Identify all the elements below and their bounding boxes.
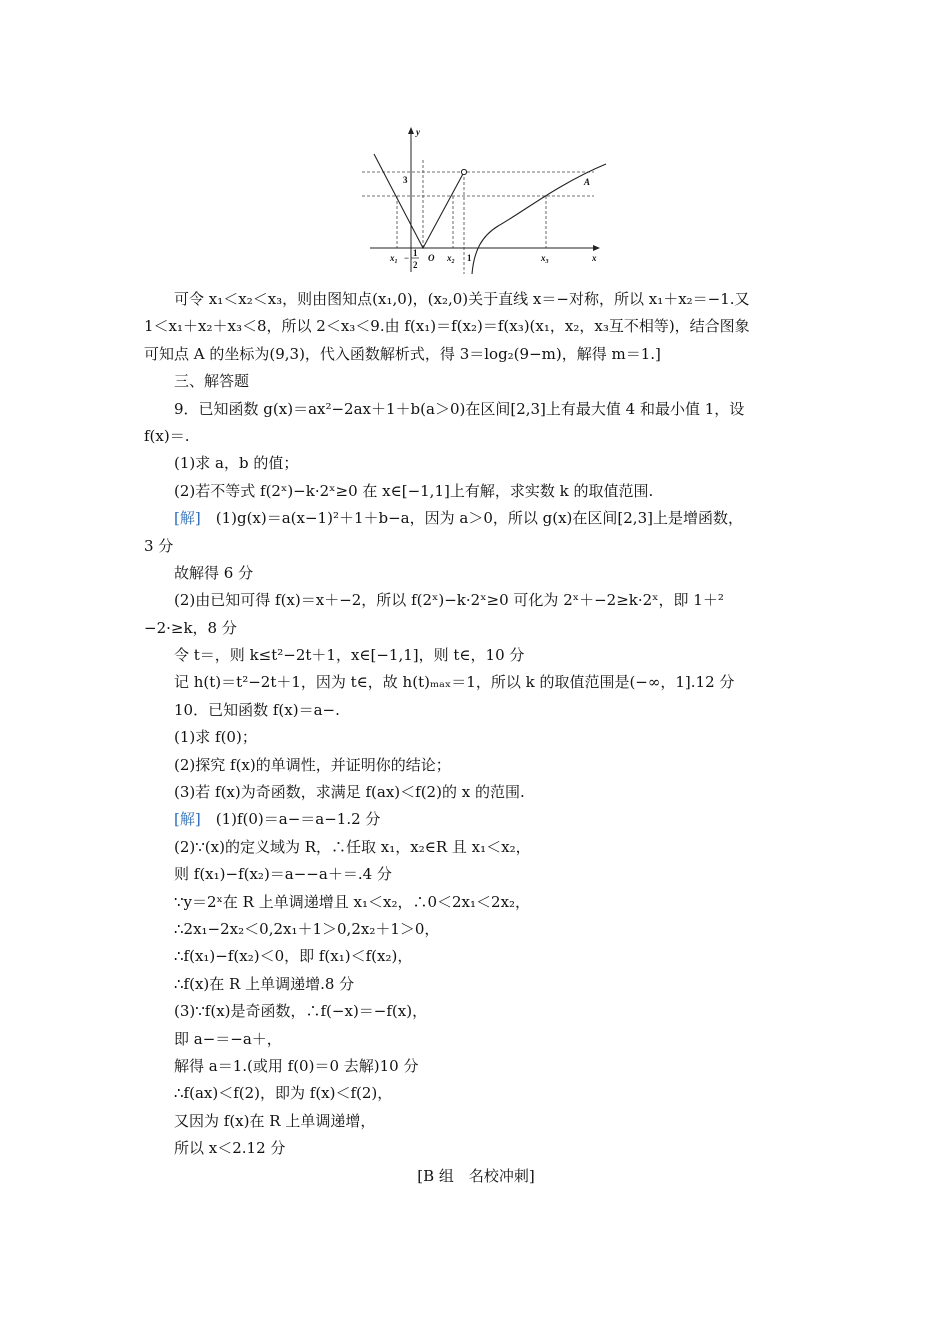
- x-axis-label: x: [592, 253, 597, 263]
- line-text: (1)f(0)＝a−＝a−1.2 分: [200, 810, 381, 829]
- function-graph: [358, 124, 610, 274]
- text-line: [144, 313, 808, 340]
- line-text: 所以 x＜2.12 分: [174, 1139, 286, 1158]
- line-text: 1＜x₁＋x₂＋x₃＜8，所以 2＜x₃＜9.由 f(x₁)＝f(x₂)＝f(x₃)(x₁，x₂，x₃互不相等)，结合图象: [144, 317, 750, 336]
- line-text: ∴f(x)在 R 上单调递增.8 分: [174, 974, 355, 993]
- text-line: [144, 724, 808, 751]
- line-text: (2)由已知可得 f(x)＝x＋−2，所以 f(2ˣ)−k·2ˣ≥0 可化为 2ˣ＋−2≥k·2ˣ，即 1＋²: [174, 591, 724, 610]
- text-line: [144, 998, 808, 1025]
- solution-tag: [解]: [174, 509, 201, 528]
- label-point-a: A: [584, 177, 591, 187]
- label-x2: $x_2$: [447, 253, 455, 265]
- text-line: [144, 916, 808, 943]
- line-text: (3)∵f(x)是奇函数，∴f(−x)＝−f(x)，: [174, 1002, 428, 1021]
- section-heading: [144, 1163, 808, 1190]
- y-axis-arrow: [408, 127, 414, 134]
- text-line: [144, 423, 808, 450]
- text-line: [144, 642, 808, 669]
- text-line: [144, 368, 808, 395]
- text-line: [144, 779, 808, 806]
- text-line: [144, 669, 808, 696]
- text-line: [144, 587, 808, 614]
- line-text: (2)∵(x)的定义域为 R，∴任取 x₁，x₂∈R 且 x₁＜x₂，: [174, 837, 531, 856]
- text-line: [144, 806, 808, 833]
- line-text: f(x)＝.: [144, 426, 190, 445]
- text-line: [144, 1108, 808, 1135]
- text-line: [144, 615, 808, 642]
- text-line: [144, 560, 808, 587]
- text-line: [144, 697, 808, 724]
- line-text: ∴f(ax)＜f(2)，即为 f(x)＜f(2)，: [174, 1084, 393, 1103]
- line-text: 9．已知函数 g(x)＝ax²−2ax＋1＋b(a＞0)在区间[2,3]上有最大值 4 和最小值 1，设: [174, 399, 745, 418]
- y-axis-label: y: [416, 127, 420, 137]
- text-line: [144, 478, 808, 505]
- function-graph-figure: [358, 124, 610, 274]
- line-text: 则 f(x₁)−f(x₂)＝a−−a＋＝.4 分: [174, 865, 392, 884]
- text-line: [144, 1135, 808, 1162]
- text-line: [144, 341, 808, 368]
- label-half-denominator: 2: [413, 260, 418, 270]
- line-text: (2)若不等式 f(2ˣ)−k·2ˣ≥0 在 x∈[−1,1]上有解，求实数 k 的取值范围.: [174, 481, 654, 500]
- text-line: [144, 450, 808, 477]
- line-text: 三、解答题: [174, 372, 250, 391]
- text-line: [144, 1053, 808, 1080]
- line-text: (1)g(x)＝a(x−1)²＋1＋b−a，因为 a＞0，所以 g(x)在区间[2,3]上是增函数，: [200, 509, 743, 528]
- label-x3: $x_3$: [541, 253, 549, 265]
- line-text: 可令 x₁＜x₂＜x₃，则由图知点(x₁,0)，(x₂,0)关于直线 x＝−对称，所以 x₁＋x₂＝−1.又: [174, 290, 750, 308]
- label-half-numerator: 1: [413, 248, 418, 258]
- line-text: 即 a−＝−a＋，: [174, 1029, 282, 1048]
- line-text: (1)求 f(0)；: [174, 728, 257, 747]
- origin-label: O: [428, 253, 435, 263]
- line-text: ∴2x₁−2x₂＜0,2x₁＋1＞0,2x₂＋1＞0，: [174, 919, 440, 938]
- text-line: [144, 834, 808, 861]
- line-text: 解得 a＝1.(或用 f(0)＝0 去解)10 分: [174, 1056, 419, 1075]
- text-line: [144, 396, 808, 423]
- line-text: (3)若 f(x)为奇函数，求满足 f(ax)＜f(2)的 x 的范围.: [174, 783, 525, 802]
- text-line: [144, 752, 808, 779]
- text-line: [144, 971, 808, 998]
- line-text: 记 h(t)＝t²−2t＋1，因为 t∈，故 h(t)ₘₐₓ＝1，所以 k 的取值范围是(−∞，1].12 分: [174, 673, 735, 692]
- label-one: 1: [467, 253, 472, 263]
- text-line: [144, 533, 808, 560]
- line-text: 又因为 f(x)在 R 上单调递增，: [174, 1111, 376, 1130]
- line-text: 令 t＝，则 k≤t²−2t＋1，x∈[−1,1]，则 t∈，10 分: [174, 646, 525, 665]
- line-text: −2·≥k，8 分: [144, 618, 237, 637]
- line-text: 10．已知函数 f(x)＝a−.: [174, 700, 340, 719]
- text-line: [144, 889, 808, 916]
- text-line: [144, 1026, 808, 1053]
- label-minus-sign: −: [404, 253, 410, 263]
- graph-left-branch: [374, 154, 464, 248]
- line-text: (2)探究 f(x)的单调性，并证明你的结论；: [174, 755, 451, 774]
- document-body: [144, 286, 808, 1190]
- text-line: [144, 505, 808, 532]
- x-axis-arrow: [593, 245, 600, 251]
- line-text: 可知点 A 的坐标为(9,3)，代入函数解析式，得 3＝log₂(9−m)，解得 m＝1.]: [144, 344, 661, 363]
- text-line: [144, 943, 808, 970]
- line-text: [B 组 名校冲刺]: [417, 1166, 535, 1185]
- label-x1: $x_1$: [390, 253, 398, 265]
- line-text: ∵y＝2ˣ在 R 上单调递增且 x₁＜x₂，∴0＜2x₁＜2x₂，: [174, 892, 531, 911]
- line-text: ∴f(x₁)−f(x₂)＜0，即 f(x₁)＜f(x₂)，: [174, 947, 413, 966]
- line-text: 3 分: [144, 536, 174, 555]
- label-three: 3: [403, 175, 408, 185]
- text-line: [144, 861, 808, 888]
- line-text: 故解得 6 分: [174, 563, 254, 582]
- text-line: [144, 286, 808, 313]
- line-text: (1)求 a，b 的值；: [174, 454, 299, 473]
- solution-tag: [解]: [174, 810, 201, 829]
- text-line: [144, 1080, 808, 1107]
- open-endpoint: [461, 169, 466, 174]
